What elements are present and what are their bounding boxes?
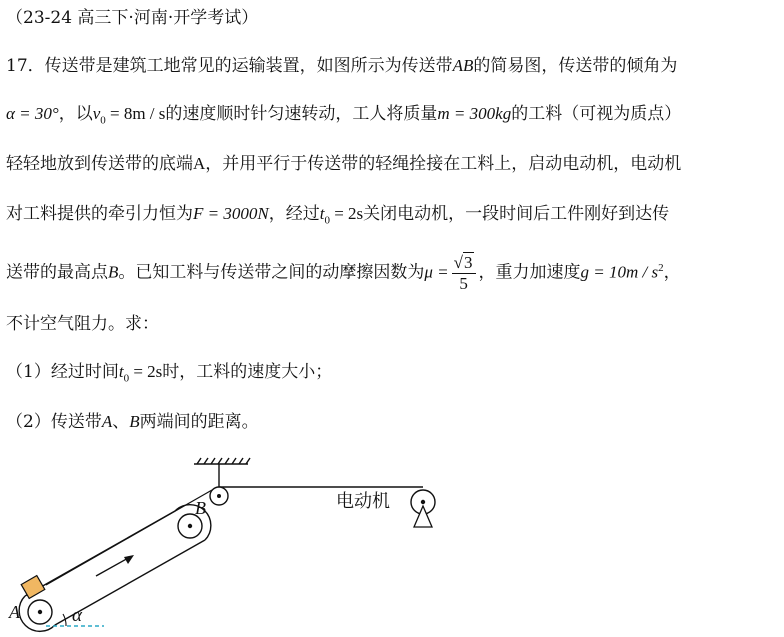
label-alpha: α [72,605,82,626]
cargo-block [21,576,45,599]
conveyor-figure [0,455,784,637]
direction-arrow-icon [96,555,134,576]
problem-line-5: 送带的最高点B。已知工料与传送带之间的动摩擦因数为μ = $\frac{√3}{5}$ ，重力加速度$g = 10m / s^2$， [6,252,681,293]
top-pulley [210,487,228,505]
problem-line-2: α = 30°，以$v_0 = 8m / s$的速度顺时针匀速转动，工人将质量m = 300kg的工料（可视为质点） [6,104,682,127]
problem-line-4: 对工料提供的牵引力恒为F = 3000N，经过$t_0 = 2s$关闭电动机，一段时间后工件刚好到达传 [6,204,670,227]
ceiling-support [194,458,250,488]
problem-line-1: 17．传送带是建筑工地常见的运输装置，如图所示为传送带AB的简易图，传送带的倾角为 [6,56,678,76]
question-1: （1）经过时间$t_0 = 2s$时，工料的速度大小； [6,362,333,385]
motor-icon [411,490,435,527]
question-2: （2）传送带A、B两端间的距离。 [6,412,259,432]
label-motor: 电动机 [336,491,390,512]
problem-line-3: 轻轻地放到传送带的底端A，并用平行于传送带的轻绳拴接在工料上，启动电动机，电动机 [6,154,682,174]
belt-roller-lower [28,600,52,624]
problem-number: 17． [6,56,45,76]
source-header: （23-24 高三下·河南·开学考试） [6,8,259,28]
label-B: B [195,498,206,518]
problem-line-6: 不计空气阻力。求： [6,314,159,334]
label-A: A [9,602,20,622]
mu-fraction: $\frac{√3}{5}$ [452,253,476,294]
